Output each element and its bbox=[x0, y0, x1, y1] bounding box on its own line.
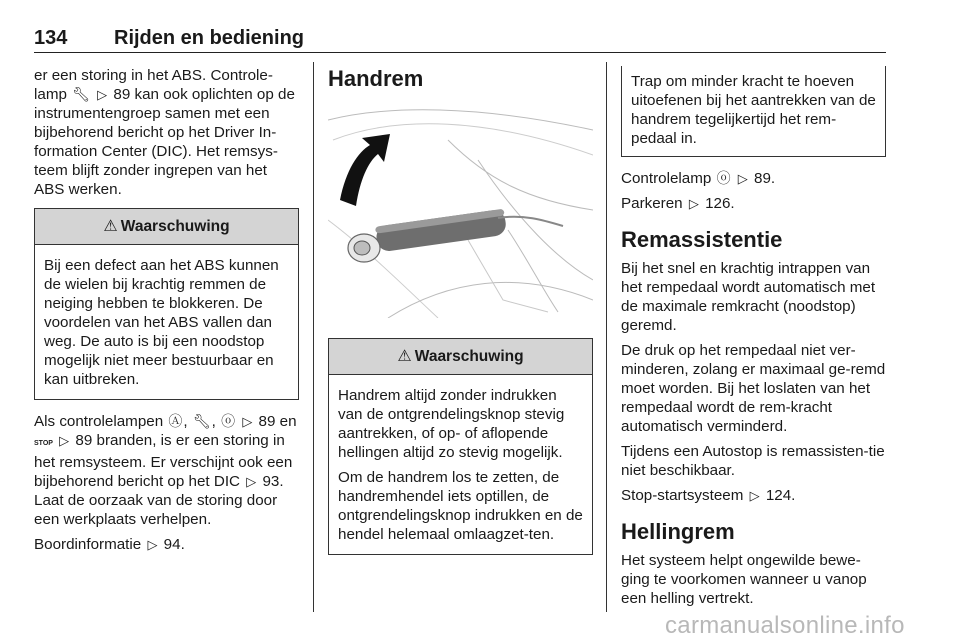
ref-arrow-icon: ▷ bbox=[97, 87, 108, 102]
chapter-title: Rijden en bediening bbox=[114, 27, 305, 49]
warning-title: Waarschuwing bbox=[120, 218, 230, 235]
section-heading-hellingrem: Hellingrem bbox=[621, 519, 735, 544]
warning-text: Bij een defect aan het ABS kunnen de wielen bij krachtig remmen de neiging hebben te blokkeren. De voordelen van het ABS vallen dan weg. De auto is bij een noodstop mogelijk niet meer bestuurbaar en kan uitbreken. bbox=[44, 257, 279, 388]
watermark: carmanualsonline.info bbox=[665, 612, 905, 639]
stop-start-ref bbox=[621, 486, 886, 505]
column-divider bbox=[606, 62, 607, 612]
warning-box-abs bbox=[34, 208, 299, 400]
text-span: 89 branden, is er een storing in het remsysteem. Er verschijnt ook een bijbehorend bericht op het DIC bbox=[34, 432, 293, 490]
column-left bbox=[34, 66, 299, 560]
remassistentie-text: Bij het snel en krachtig intrappen van het rempedaal wordt automatisch met de maximale remkracht (noodstop) geremd. bbox=[621, 260, 876, 334]
section-heading-remassistentie: Remassistentie bbox=[621, 227, 783, 252]
text-span: Parkeren bbox=[621, 195, 683, 212]
handbrake-illustration bbox=[328, 100, 593, 318]
warning-triangle-icon: ⚠︎ bbox=[103, 218, 118, 235]
ref-arrow-icon: ▷ bbox=[246, 474, 257, 489]
ref-arrow-icon: ▷ bbox=[147, 537, 158, 552]
text-span: 126. bbox=[700, 195, 735, 212]
brake-lamp-icon: ⓞ bbox=[716, 170, 731, 186]
warning-header bbox=[329, 339, 592, 375]
hellingrem-text: Het systeem helpt ongewilde bewe-ging te voorkomen wanneer u vanop een helling vertrekt. bbox=[621, 552, 867, 607]
text-span: 89 en bbox=[254, 413, 297, 430]
remassistentie-text: De druk op het rempedaal niet ver-minderen, zolang er maximaal ge-remd moet worden. Bij het loslaten van het rempedaal wordt de rem-kracht automatisch verminderd. bbox=[621, 342, 886, 435]
warning-box-continued bbox=[621, 66, 886, 157]
ref-arrow-icon: ▷ bbox=[688, 196, 699, 211]
page-header bbox=[34, 27, 886, 53]
parkeren-ref bbox=[621, 194, 886, 213]
abs-lamp-icon: Ⓐ bbox=[168, 413, 183, 429]
wrench-warning-icon: 🔧︎ bbox=[192, 413, 211, 429]
controlelampen-paragraph: Als controlelampen Ⓐ, 🔧︎, ⓞ ▷ 89 en STOP ▷ 89 branden, is er een storing in het remsysteem. Er verschijnt ook een bijbehorend bericht op het DIC ▷ 93. Laat de oorzaak van de storing door een werkplaats verhelpen. bbox=[34, 413, 297, 528]
column-middle bbox=[328, 66, 593, 567]
warning-text: Trap om minder kracht te hoeven uitoefenen bij het aantrekken van de handrem tegelijkertijd het rem-pedaal in. bbox=[631, 73, 876, 147]
page-number: 134 bbox=[34, 27, 68, 49]
text-span: 94. bbox=[159, 536, 185, 553]
warning-triangle-icon: ⚠︎ bbox=[397, 348, 412, 365]
remassistentie-text: Tijdens een Autostop is remassisten-tie niet beschikbaar. bbox=[621, 443, 885, 479]
brake-lamp-icon: ⓞ bbox=[221, 413, 236, 429]
text-span: 124. bbox=[761, 487, 796, 504]
text-span: 89. bbox=[749, 170, 776, 187]
text-span: Boordinformatie bbox=[34, 536, 142, 553]
text-span: Controlelamp bbox=[621, 170, 712, 187]
controlelamp-ref bbox=[621, 169, 886, 188]
warning-box-handrem bbox=[328, 338, 593, 555]
ref-arrow-icon: ▷ bbox=[242, 414, 253, 429]
warning-text: Handrem altijd zonder indrukken van de ontgrendelingsknop stevig aantrekken, of op- of aflopende hellingen altijd zo stevig mogelijk. bbox=[338, 387, 565, 461]
ref-arrow-icon: ▷ bbox=[737, 171, 748, 186]
stop-lamp-icon: STOP bbox=[34, 440, 53, 447]
text-span: Stop-startsysteem bbox=[621, 487, 744, 504]
warning-text: Om de handrem los te zetten, de handremhendel iets optillen, de ontgrendelingsknop indrukken en de hendel helemaal omlaagzet-ten. bbox=[338, 469, 583, 543]
column-divider bbox=[313, 62, 314, 612]
text-span: Als controlelampen bbox=[34, 413, 168, 430]
warning-title: Waarschuwing bbox=[414, 348, 524, 365]
abs-text-rest: 89 kan ook oplichten op de instrumentengroep samen met een bijbehorend bericht op het Driver In-formation Center (DIC). Het remsys-teem blijft zonder ingrepen van het ABS werken. bbox=[34, 86, 295, 198]
boordinformatie-ref bbox=[34, 535, 299, 554]
wrench-warning-icon: 🔧︎ bbox=[72, 86, 90, 102]
column-right bbox=[621, 66, 886, 614]
ref-arrow-icon: ▷ bbox=[749, 488, 760, 503]
warning-header bbox=[35, 209, 298, 245]
text-span: 93. Laat de oorzaak van de storing door een werkplaats verhelpen. bbox=[34, 473, 284, 528]
abs-paragraph: er een storing in het ABS. Controle- lamp 🔧︎ ▷ 89 kan ook oplichten op de instrumentengroep samen met een bijbehorend bericht op het Driver In-formation Center (DIC). Het remsys-teem blijft zonder ingrepen van het ABS werken. bbox=[34, 67, 295, 198]
ref-arrow-icon: ▷ bbox=[59, 433, 70, 448]
section-heading-handrem: Handrem bbox=[328, 66, 424, 91]
